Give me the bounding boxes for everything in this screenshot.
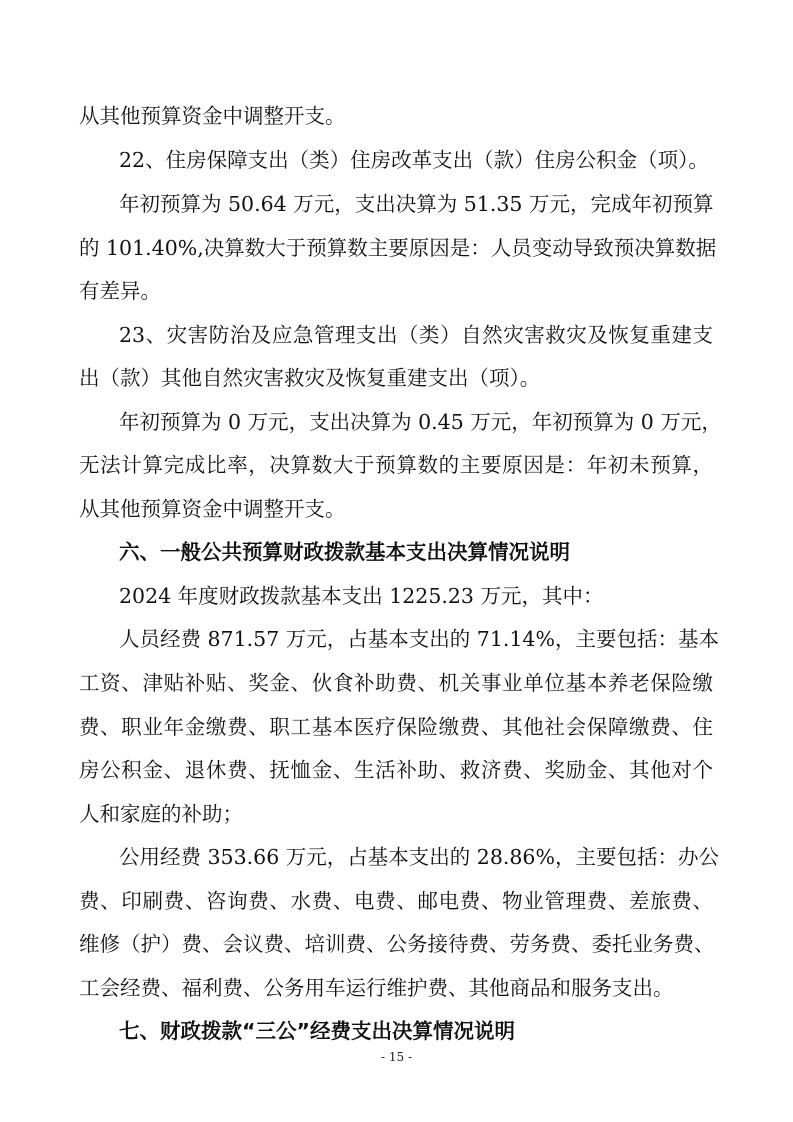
- text-line: 年初预算为 0 万元，支出决算为 0.45 万元，年初预算为 0 万元，: [119, 410, 722, 434]
- text-line: 人员经费 871.57 万元，占基本支出的 71.14%，主要包括：基本: [119, 627, 719, 651]
- text-line: 2024 年度财政拨款基本支出 1225.23 万元，其中：: [119, 584, 604, 608]
- text-line: 的 101.40%,决算数大于预算数主要原因是：人员变动导致预决算数据: [79, 236, 717, 260]
- text-line: 22、住房保障支出（类）住房改革支出（款）住房公积金（项）。: [119, 148, 709, 172]
- text-line: 人和家庭的补助；: [79, 802, 243, 826]
- text-line: 从其他预算资金中调整开支。: [79, 104, 346, 128]
- text-line: 出（款）其他自然灾害救灾及恢复重建支出（项）。: [79, 366, 541, 390]
- text-line: 房公积金、退休费、抚恤金、生活补助、救济费、奖励金、其他对个: [79, 758, 713, 782]
- text-line: 费、职业年金缴费、职工基本医疗保险缴费、其他社会保障缴费、住: [79, 715, 713, 739]
- section-heading: 七、财政拨款“三公”经费支出决算情况说明: [119, 1019, 515, 1043]
- text-line: 费、印刷费、咨询费、水费、电费、邮电费、物业管理费、差旅费、: [79, 889, 713, 913]
- section-heading: 六、一般公共预算财政拨款基本支出决算情况说明: [119, 540, 570, 564]
- page-number: - 15 -: [380, 1050, 412, 1064]
- text-line: 工资、津贴补贴、奖金、伙食补助费、机关事业单位基本养老保险缴: [79, 671, 713, 695]
- text-line: 从其他预算资金中调整开支。: [79, 497, 346, 521]
- text-line: 年初预算为 50.64 万元，支出决算为 51.35 万元，完成年初预算: [119, 192, 714, 216]
- text-line: 有差异。: [79, 279, 161, 303]
- text-line: 工会经费、福利费、公务用车运行维护费、其他商品和服务支出。: [79, 976, 674, 1000]
- text-line: 维修（护）费、会议费、培训费、公务接待费、劳务费、委托业务费、: [79, 932, 715, 956]
- text-line: 23、灾害防治及应急管理支出（类）自然灾害救灾及恢复重建支: [119, 323, 713, 347]
- text-line: 无法计算完成比率，决算数大于预算数的主要原因是：年初未预算，: [79, 453, 713, 477]
- text-line: 公用经费 353.66 万元，占基本支出的 28.86%，主要包括：办公: [119, 845, 719, 869]
